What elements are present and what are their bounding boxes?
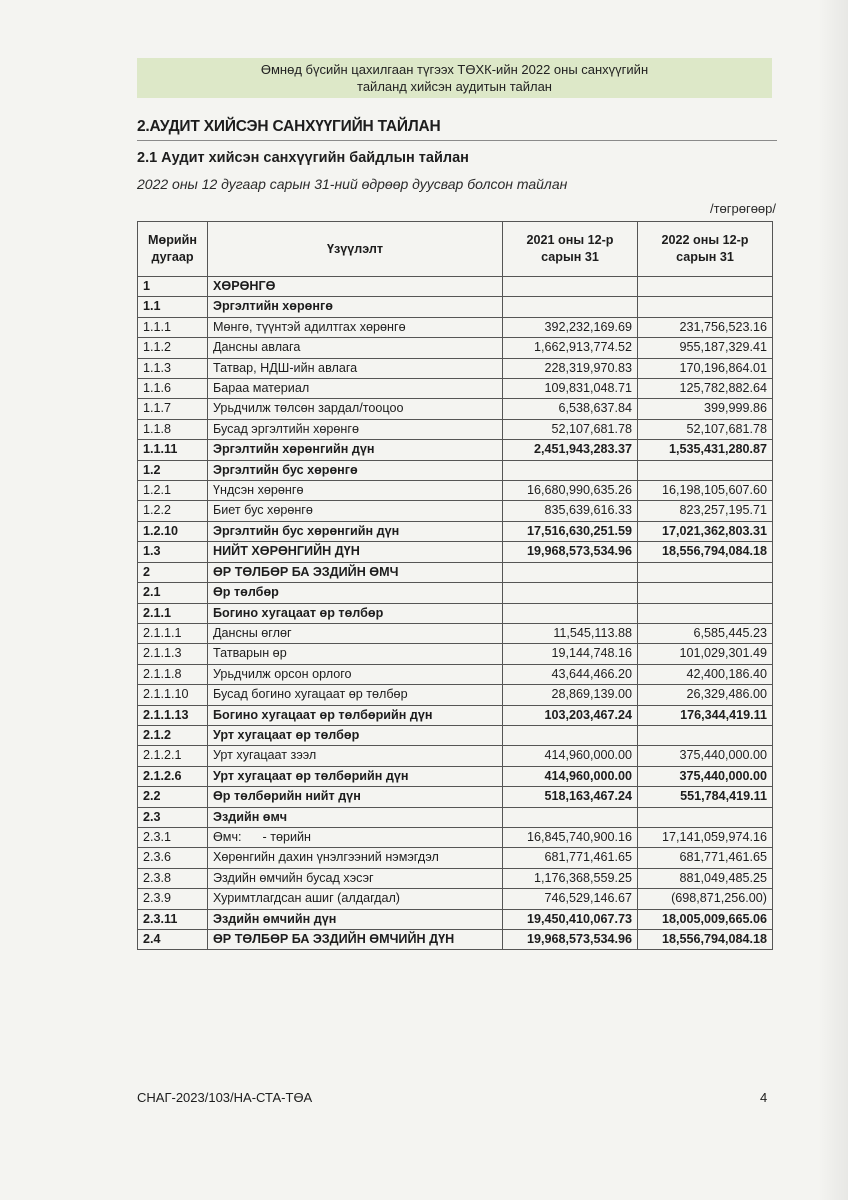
row-label: Урт хугацаат өр төлбөрийн дүн (208, 766, 503, 786)
row-code: 1.3 (138, 542, 208, 562)
row-label: Дансны өглөг (208, 623, 503, 643)
row-value-2022: 681,771,461.65 (638, 848, 773, 868)
row-code: 1.1.1 (138, 317, 208, 337)
table-row (138, 889, 773, 909)
balance-sheet-table (137, 221, 773, 950)
row-value-2022: (698,871,256.00) (638, 889, 773, 909)
table-row (138, 623, 773, 643)
table-row (138, 827, 773, 847)
row-code: 1.2.10 (138, 521, 208, 541)
row-code: 2.1.2.6 (138, 766, 208, 786)
table-row (138, 664, 773, 684)
table-row (138, 930, 773, 950)
row-value-2021 (503, 603, 638, 623)
row-value-2021: 52,107,681.78 (503, 419, 638, 439)
table-row (138, 501, 773, 521)
table-row (138, 297, 773, 317)
row-label: Урьдчилж төлсөн зардал/тооцоо (208, 399, 503, 419)
table-row (138, 603, 773, 623)
row-value-2022: 823,257,195.71 (638, 501, 773, 521)
row-value-2022: 17,141,059,974.16 (638, 827, 773, 847)
row-label: Өмч: - төрийн (208, 827, 503, 847)
row-value-2021: 518,163,467.24 (503, 787, 638, 807)
table-row (138, 644, 773, 664)
row-value-2022: 6,585,445.23 (638, 623, 773, 643)
row-code: 2.3.8 (138, 868, 208, 888)
row-label: Хуримтлагдсан ашиг (алдагдал) (208, 889, 503, 909)
row-value-2022 (638, 807, 773, 827)
row-value-2021: 19,968,573,534.96 (503, 542, 638, 562)
row-label: Богино хугацаат өр төлбөр (208, 603, 503, 623)
table-row (138, 583, 773, 603)
row-value-2022 (638, 460, 773, 480)
table-row (138, 542, 773, 562)
row-value-2021: 17,516,630,251.59 (503, 521, 638, 541)
row-code: 1.1.3 (138, 358, 208, 378)
row-label: Богино хугацаат өр төлбөрийн дүн (208, 705, 503, 725)
table-row (138, 399, 773, 419)
row-value-2022 (638, 583, 773, 603)
row-value-2022: 18,556,794,084.18 (638, 542, 773, 562)
row-value-2022 (638, 277, 773, 297)
sub-title: 2.1 Аудит хийсэн санхүүгийн байдлын тайлан (137, 150, 469, 166)
row-value-2022: 125,782,882.64 (638, 379, 773, 399)
row-value-2022 (638, 725, 773, 745)
row-value-2021: 16,680,990,635.26 (503, 481, 638, 501)
row-code: 2.1.1.8 (138, 664, 208, 684)
row-value-2022: 231,756,523.16 (638, 317, 773, 337)
row-value-2022: 17,021,362,803.31 (638, 521, 773, 541)
row-code: 2.1.1.13 (138, 705, 208, 725)
row-label: Татвар, НДШ-ийн авлага (208, 358, 503, 378)
row-code: 2.1.2.1 (138, 746, 208, 766)
row-label: Урт хугацаат өр төлбөр (208, 725, 503, 745)
row-code: 2.3.6 (138, 848, 208, 868)
row-value-2021: 11,545,113.88 (503, 623, 638, 643)
row-value-2021: 16,845,740,900.16 (503, 827, 638, 847)
row-label: Бараа материал (208, 379, 503, 399)
row-value-2022: 18,556,794,084.18 (638, 930, 773, 950)
row-label: Эргэлтийн хөрөнгө (208, 297, 503, 317)
row-value-2021: 2,451,943,283.37 (503, 440, 638, 460)
table-row (138, 440, 773, 460)
table-row (138, 807, 773, 827)
row-label: ӨР ТӨЛБӨР БА ЭЗДИЙН ӨМЧИЙН ДҮН (208, 930, 503, 950)
table-row (138, 379, 773, 399)
row-label: ӨР ТӨЛБӨР БА ЭЗДИЙН ӨМЧ (208, 562, 503, 582)
row-value-2021 (503, 562, 638, 582)
row-code: 1.2.2 (138, 501, 208, 521)
table-row (138, 521, 773, 541)
table-header-row (138, 222, 773, 277)
row-value-2021: 109,831,048.71 (503, 379, 638, 399)
row-value-2022: 16,198,105,607.60 (638, 481, 773, 501)
report-period: 2022 оны 12 дугаар сарын 31-ний өдрөөр дуусвар болсон тайлан (137, 176, 568, 192)
table-row (138, 909, 773, 929)
row-code: 1.1.7 (138, 399, 208, 419)
column-header-2021: 2021 оны 12-р сарын 31 (503, 222, 638, 277)
row-value-2021: 392,232,169.69 (503, 317, 638, 337)
page-number: 4 (760, 1090, 768, 1105)
table-row (138, 562, 773, 582)
row-value-2022: 399,999.86 (638, 399, 773, 419)
header-banner-line2: тайланд хийсэн аудитын тайлан (357, 79, 552, 94)
section-title: 2.АУДИТ ХИЙСЭН САНХҮҮГИЙН ТАЙЛАН (137, 118, 777, 141)
row-code: 2.1.1 (138, 603, 208, 623)
row-code: 1.1.2 (138, 338, 208, 358)
table-row (138, 277, 773, 297)
row-value-2021: 746,529,146.67 (503, 889, 638, 909)
row-label: Бусад богино хугацаат өр төлбөр (208, 685, 503, 705)
row-value-2022: 18,005,009,665.06 (638, 909, 773, 929)
row-code: 1 (138, 277, 208, 297)
row-value-2021: 681,771,461.65 (503, 848, 638, 868)
row-value-2021: 43,644,466.20 (503, 664, 638, 684)
row-value-2022 (638, 297, 773, 317)
table-row (138, 725, 773, 745)
row-value-2021 (503, 277, 638, 297)
row-code: 2.3 (138, 807, 208, 827)
row-label: НИЙТ ХӨРӨНГИЙН ДҮН (208, 542, 503, 562)
row-code: 1.1.8 (138, 419, 208, 439)
row-code: 2.3.9 (138, 889, 208, 909)
table-row (138, 358, 773, 378)
table-row (138, 848, 773, 868)
row-value-2022: 42,400,186.40 (638, 664, 773, 684)
row-label: Өр төлбөрийн нийт дүн (208, 787, 503, 807)
table-row (138, 766, 773, 786)
row-value-2021: 835,639,616.33 (503, 501, 638, 521)
row-value-2021: 28,869,139.00 (503, 685, 638, 705)
row-label: Өр төлбөр (208, 583, 503, 603)
row-value-2021: 6,538,637.84 (503, 399, 638, 419)
table-row (138, 787, 773, 807)
table-row (138, 317, 773, 337)
row-value-2022: 176,344,419.11 (638, 705, 773, 725)
row-label: Эздийн өмч (208, 807, 503, 827)
row-code: 2.1.1.3 (138, 644, 208, 664)
row-label: Урьдчилж орсон орлого (208, 664, 503, 684)
row-value-2021: 19,144,748.16 (503, 644, 638, 664)
row-code: 1.2.1 (138, 481, 208, 501)
row-value-2022 (638, 603, 773, 623)
row-value-2021 (503, 725, 638, 745)
row-value-2021 (503, 807, 638, 827)
row-value-2022: 881,049,485.25 (638, 868, 773, 888)
row-value-2021: 103,203,467.24 (503, 705, 638, 725)
row-label: Эргэлтийн бус хөрөнгийн дүн (208, 521, 503, 541)
row-value-2022: 170,196,864.01 (638, 358, 773, 378)
row-value-2022: 26,329,486.00 (638, 685, 773, 705)
page-edge-shadow (818, 0, 848, 1200)
table-row (138, 481, 773, 501)
row-value-2021: 414,960,000.00 (503, 766, 638, 786)
row-value-2022: 955,187,329.41 (638, 338, 773, 358)
table-row (138, 419, 773, 439)
row-value-2021 (503, 460, 638, 480)
row-label: Бусад эргэлтийн хөрөнгө (208, 419, 503, 439)
row-code: 2 (138, 562, 208, 582)
row-value-2021 (503, 297, 638, 317)
row-value-2021: 1,662,913,774.52 (503, 338, 638, 358)
row-code: 2.2 (138, 787, 208, 807)
row-label: Эргэлтийн бус хөрөнгө (208, 460, 503, 480)
table-row (138, 460, 773, 480)
row-value-2022 (638, 562, 773, 582)
row-code: 2.4 (138, 930, 208, 950)
column-header-code: Мөрийн дугаар (138, 222, 208, 277)
row-code: 1.2 (138, 460, 208, 480)
row-label: Эздийн өмчийн бусад хэсэг (208, 868, 503, 888)
row-label: Эздийн өмчийн дүн (208, 909, 503, 929)
row-code: 2.3.11 (138, 909, 208, 929)
row-value-2022: 375,440,000.00 (638, 746, 773, 766)
row-label: Урт хугацаат зээл (208, 746, 503, 766)
row-value-2021: 19,968,573,534.96 (503, 930, 638, 950)
row-code: 1.1.6 (138, 379, 208, 399)
row-value-2021: 414,960,000.00 (503, 746, 638, 766)
row-label: Үндсэн хөрөнгө (208, 481, 503, 501)
document-code: СНАГ-2023/103/НА-СТА-ТӨА (137, 1090, 313, 1105)
row-label: Татварын өр (208, 644, 503, 664)
row-value-2022: 1,535,431,280.87 (638, 440, 773, 460)
row-label: Дансны авлага (208, 338, 503, 358)
currency-unit: /төгрөгөөр/ (709, 201, 776, 216)
row-code: 1.1.11 (138, 440, 208, 460)
row-value-2022: 101,029,301.49 (638, 644, 773, 664)
row-code: 2.3.1 (138, 827, 208, 847)
row-value-2021: 1,176,368,559.25 (503, 868, 638, 888)
row-code: 2.1.1.10 (138, 685, 208, 705)
table-body (138, 277, 773, 950)
row-code: 2.1.1.1 (138, 623, 208, 643)
column-header-indicator: Үзүүлэлт (208, 222, 503, 277)
row-label: Эргэлтийн хөрөнгийн дүн (208, 440, 503, 460)
header-banner-line1: Өмнөд бүсийн цахилгаан түгээх ТӨХК-ийн 2022 оны санхүүгийн (260, 62, 649, 77)
table-row (138, 705, 773, 725)
row-code: 2.1.2 (138, 725, 208, 745)
table-row (138, 685, 773, 705)
row-value-2021: 228,319,970.83 (503, 358, 638, 378)
row-value-2022: 52,107,681.78 (638, 419, 773, 439)
header-banner (137, 58, 772, 98)
table-row (138, 868, 773, 888)
table-row (138, 338, 773, 358)
row-value-2021: 19,450,410,067.73 (503, 909, 638, 929)
row-label: ХӨРӨНГӨ (208, 277, 503, 297)
row-code: 2.1 (138, 583, 208, 603)
row-label: Биет бус хөрөнгө (208, 501, 503, 521)
row-value-2022: 375,440,000.00 (638, 766, 773, 786)
row-code: 1.1 (138, 297, 208, 317)
row-label: Мөнгө, түүнтэй адилтгах хөрөнгө (208, 317, 503, 337)
column-header-2022: 2022 оны 12-р сарын 31 (638, 222, 773, 277)
table-row (138, 746, 773, 766)
row-label: Хөрөнгийн дахин үнэлгээний нэмэгдэл (208, 848, 503, 868)
row-value-2021 (503, 583, 638, 603)
row-value-2022: 551,784,419.11 (638, 787, 773, 807)
